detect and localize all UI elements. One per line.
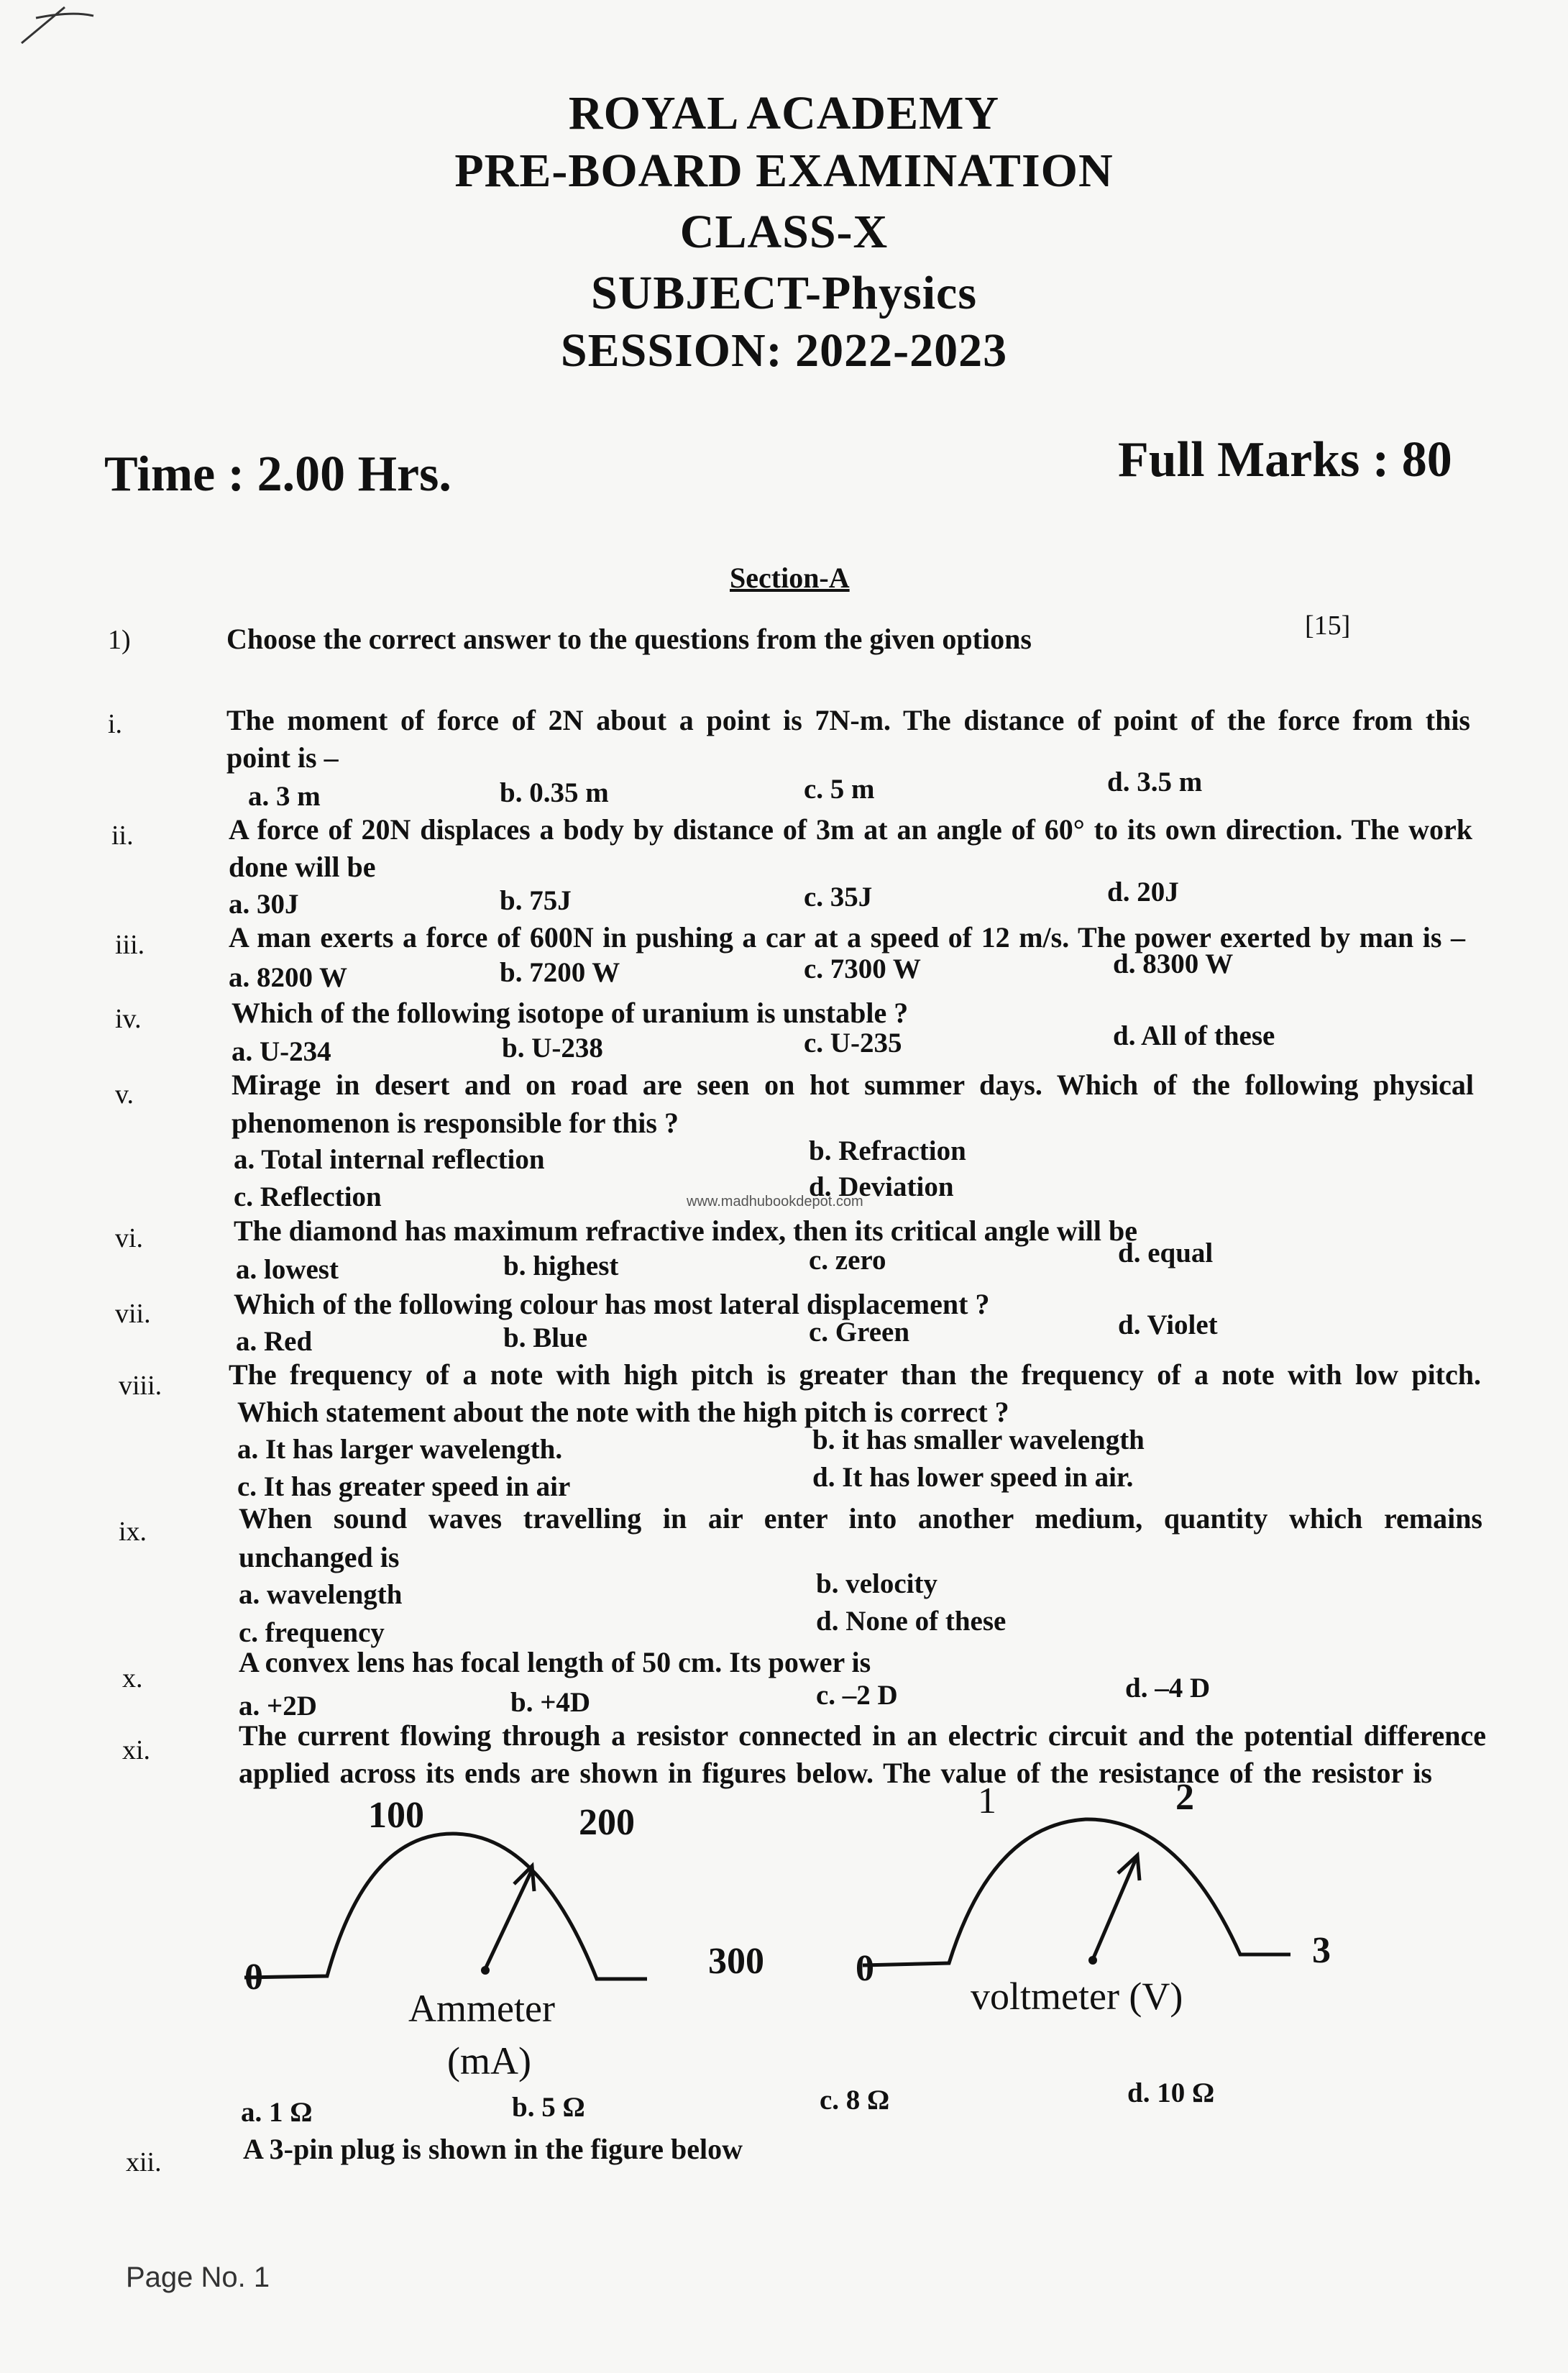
option-a: a. 3 m — [248, 781, 321, 812]
ammeter-scale-300: 300 — [708, 1941, 764, 1982]
option-b: b. U-238 — [502, 1033, 603, 1064]
option-d: d. 3.5 m — [1107, 767, 1203, 797]
voltmeter-scale-3: 3 — [1312, 1930, 1331, 1971]
option-b: b. +4D — [510, 1687, 591, 1718]
question-number: vii. — [115, 1299, 151, 1329]
option-b: b. velocity — [816, 1568, 937, 1599]
question-text: Which of the following colour has most lateral displacement ? — [234, 1288, 990, 1320]
voltmeter-scale-0: 0 — [856, 1948, 874, 1989]
option-c: c. It has greater speed in air — [237, 1471, 571, 1502]
question-text: The moment of force of 2N about a point is 7N-m. The distance of point of the force from this — [226, 704, 1470, 736]
question-number: v. — [115, 1079, 134, 1110]
option-b: b. Refraction — [809, 1135, 966, 1166]
ammeter-label: Ammeter — [408, 1987, 555, 2030]
option-a: a. +2D — [239, 1691, 317, 1722]
option-c: c. Reflection — [234, 1181, 382, 1212]
option-a: a. It has larger wavelength. — [237, 1434, 563, 1465]
marks-label: [15] — [1305, 611, 1351, 641]
option-d: d. All of these — [1113, 1020, 1275, 1051]
question-number: xii. — [126, 2147, 162, 2177]
question-text: applied across its ends are shown in figures below. The value of the resistance of the resistor is — [239, 1757, 1432, 1789]
voltmeter-scale-1: 1 — [978, 1780, 996, 1821]
option-d: d. Deviation — [809, 1171, 954, 1202]
question-text: The current flowing through a resistor connected in an electric circuit and the potential difference — [239, 1719, 1486, 1752]
question-text: Mirage in desert and on road are seen on hot summer days. Which of the following physical — [231, 1069, 1474, 1101]
question-text: Which statement about the note with the high pitch is correct ? — [237, 1396, 1009, 1428]
page-number: Page No. 1 — [126, 2262, 270, 2293]
question-text: A man exerts a force of 600N in pushing a car at a speed of 12 m/s. The power exerted by man is – — [229, 921, 1465, 954]
question-text: A convex lens has focal length of 50 cm. Its power is — [239, 1646, 871, 1678]
question-text: unchanged is — [239, 1541, 400, 1573]
question-text: When sound waves travelling in air enter into another medium, quantity which remains — [239, 1502, 1482, 1535]
question-number: xi. — [122, 1735, 151, 1765]
option-a: a. 8200 W — [229, 962, 348, 993]
question-number: x. — [122, 1663, 143, 1693]
option-c: c. zero — [809, 1245, 886, 1276]
option-d: d. Violet — [1118, 1309, 1218, 1340]
instruction-text: Choose the correct answer to the questions from the given options — [226, 623, 1032, 655]
option-a: a. Red — [236, 1326, 313, 1357]
time-label: Time : 2.00 Hrs. — [104, 447, 451, 502]
option-b: b. Blue — [503, 1322, 588, 1353]
watermark: www.madhubookdepot.com — [687, 1194, 863, 1210]
subject-title: SUBJECT-Physics — [590, 267, 978, 319]
full-marks-label: Full Marks : 80 — [1118, 432, 1452, 488]
ammeter-unit: (mA) — [447, 2039, 531, 2082]
question-text: done will be — [229, 851, 376, 883]
question-number: iii. — [115, 930, 145, 960]
question-number: vi. — [115, 1223, 144, 1253]
option-b: b. 5 Ω — [512, 2092, 585, 2123]
section-title: Section-A — [730, 562, 850, 594]
question-text: The frequency of a note with high pitch is greater than the frequency of a note with low pitch. — [229, 1358, 1481, 1391]
option-d: d. It has lower speed in air. — [812, 1462, 1134, 1493]
question-number: iv. — [115, 1004, 142, 1034]
option-b: b. 75J — [500, 885, 572, 916]
question-text: point is – — [226, 741, 339, 774]
option-c: c. 7300 W — [804, 954, 921, 984]
pen-mark — [14, 0, 101, 50]
ammeter-scale-200: 200 — [579, 1802, 635, 1843]
option-b: b. 0.35 m — [500, 777, 609, 808]
class-title: CLASS-X — [679, 206, 889, 258]
ammeter-scale-0: 0 — [244, 1957, 263, 1998]
question-number: 1) — [108, 625, 131, 655]
ammeter-scale-100: 100 — [368, 1795, 424, 1836]
option-d: d. equal — [1118, 1238, 1214, 1268]
school-name: ROYAL ACADEMY — [568, 87, 1000, 140]
option-b: b. it has smaller wavelength — [812, 1425, 1145, 1455]
option-a: a. U-234 — [231, 1036, 331, 1067]
option-c: c. 5 m — [804, 774, 875, 805]
option-a: a. 30J — [229, 889, 299, 920]
exam-title: PRE-BOARD EXAMINATION — [454, 145, 1114, 197]
option-d: d. 20J — [1107, 877, 1179, 907]
option-a: a. Total internal reflection — [234, 1144, 545, 1175]
question-number: viii. — [119, 1371, 162, 1401]
option-a: a. wavelength — [239, 1579, 403, 1610]
session-title: SESSION: 2022-2023 — [560, 324, 1008, 377]
option-d: d. 10 Ω — [1127, 2077, 1215, 2108]
option-b: b. highest — [503, 1250, 619, 1281]
option-b: b. 7200 W — [500, 957, 620, 988]
option-c: c. 8 Ω — [820, 2085, 890, 2116]
option-d: d. 8300 W — [1113, 948, 1234, 979]
question-text: The diamond has maximum refractive index, then its critical angle will be — [234, 1215, 1137, 1247]
voltmeter-scale-2: 2 — [1175, 1777, 1194, 1818]
option-c: c. U-235 — [804, 1028, 902, 1059]
question-number: i. — [108, 709, 123, 739]
option-c: c. frequency — [239, 1617, 385, 1648]
question-number: ii. — [111, 820, 134, 851]
voltmeter-label: voltmeter (V) — [971, 1975, 1183, 2018]
option-c: c. Green — [809, 1317, 910, 1348]
question-text: A 3-pin plug is shown in the figure below — [243, 2133, 743, 2165]
question-text: Which of the following isotope of uranium is unstable ? — [231, 997, 909, 1029]
option-a: a. lowest — [236, 1254, 339, 1285]
question-text: A force of 20N displaces a body by distance of 3m at an angle of 60° to its own direction. The work — [229, 813, 1472, 846]
option-d: d. None of these — [816, 1606, 1007, 1637]
option-d: d. –4 D — [1125, 1673, 1211, 1704]
option-c: c. 35J — [804, 882, 873, 913]
option-a: a. 1 Ω — [241, 2097, 313, 2128]
option-c: c. –2 D — [816, 1680, 898, 1711]
question-text: phenomenon is responsible for this ? — [231, 1107, 679, 1139]
question-number: ix. — [119, 1517, 147, 1547]
